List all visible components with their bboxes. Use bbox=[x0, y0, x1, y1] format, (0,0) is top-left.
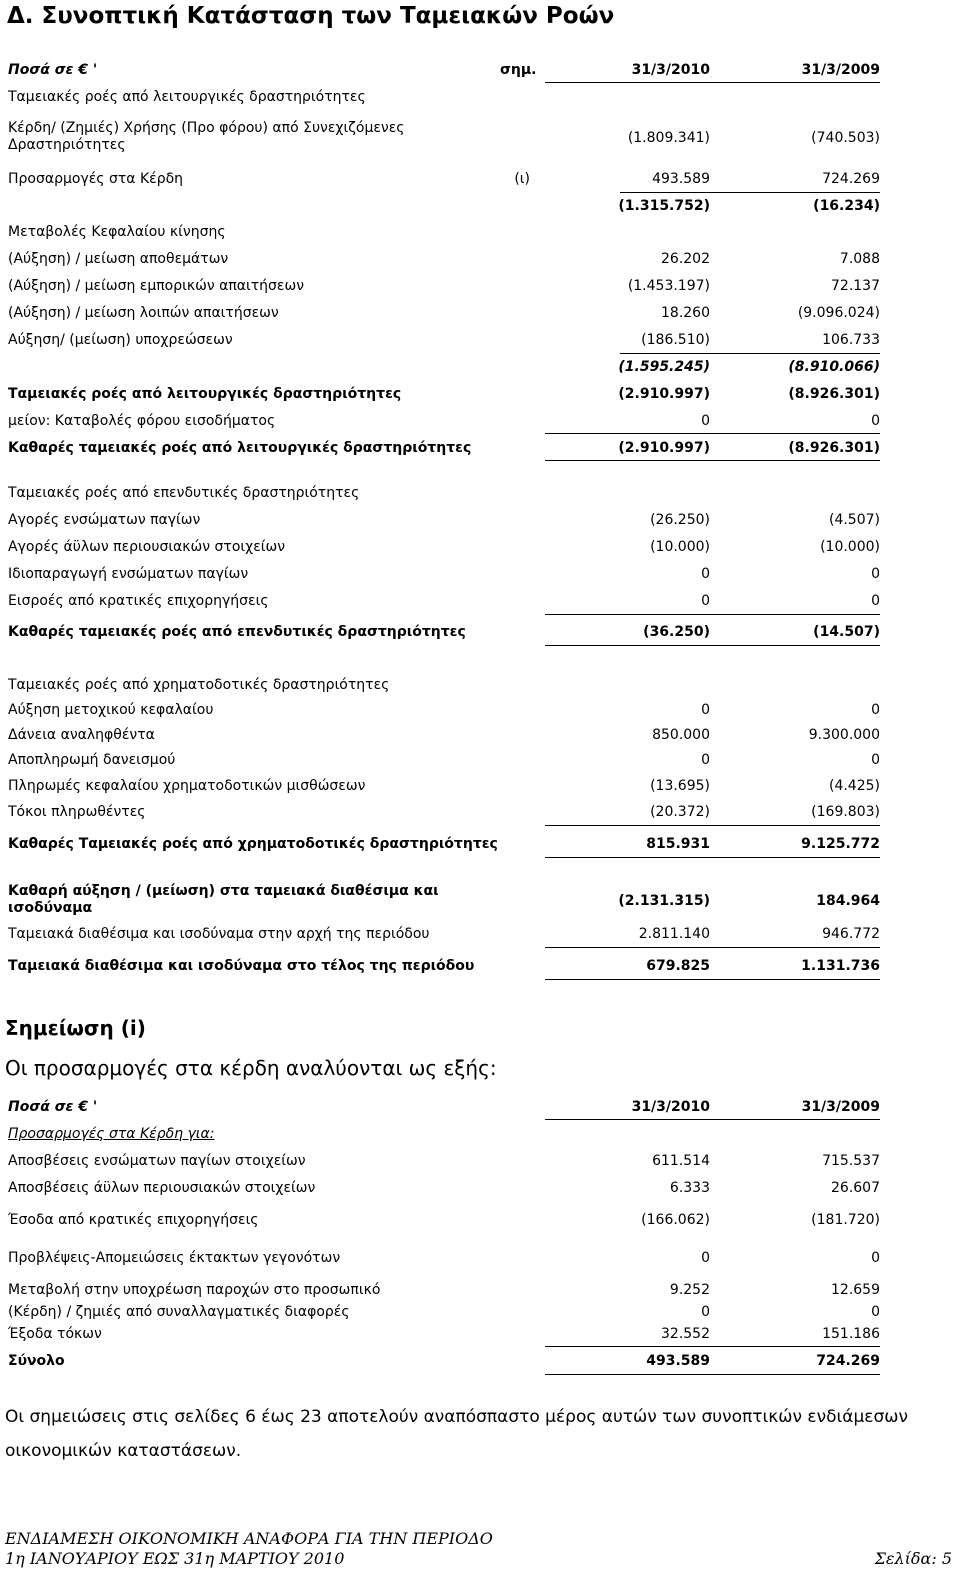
cell-2009: (4.507) bbox=[828, 512, 880, 528]
cell-2010: 611.514 bbox=[652, 1153, 710, 1169]
subtotal-rule bbox=[620, 192, 880, 193]
cell-2009: 0 bbox=[871, 413, 880, 429]
row-label: Αύξηση/ (μείωση) υποχρεώσεων bbox=[8, 332, 233, 348]
cell-2009: 9.300.000 bbox=[808, 727, 880, 743]
total-rule bbox=[545, 857, 880, 858]
cell-2009: (9.096.024) bbox=[797, 305, 880, 321]
investing-heading: Ταμειακές ροές από επενδυτικές δραστηριότητες bbox=[8, 485, 360, 501]
cell-2010: 6.333 bbox=[669, 1180, 710, 1196]
row-label: Προσαρμογές στα Κέρδη bbox=[8, 171, 184, 187]
note-ref: (ι) bbox=[514, 171, 530, 187]
cell-2009: 12.659 bbox=[831, 1282, 880, 1298]
row-label: Ταμειακά διαθέσιμα και ισοδύναμα στο τέλος της περιόδου bbox=[8, 958, 475, 974]
subtotal-rule bbox=[620, 353, 880, 354]
cell-2010: 18.260 bbox=[661, 305, 710, 321]
cell-2009: 1.131.736 bbox=[801, 958, 880, 974]
row-label: Έσοδα από κρατικές επιχορηγήσεις bbox=[8, 1212, 259, 1228]
cell-2010: (2.131.315) bbox=[618, 893, 710, 909]
cell-2010: (166.062) bbox=[641, 1212, 710, 1228]
row-label: (Αύξηση) / μείωση λοιπών απαιτήσεων bbox=[8, 305, 279, 321]
cell-2009: 184.964 bbox=[816, 893, 880, 909]
row-label: Αύξηση μετοχικού κεφαλαίου bbox=[8, 702, 214, 718]
cell-2010: 0 bbox=[701, 1304, 710, 1320]
cell-2009: 0 bbox=[871, 702, 880, 718]
row-label: Εισροές από κρατικές επιχορηγήσεις bbox=[8, 593, 269, 609]
cell-2009: 0 bbox=[871, 566, 880, 582]
cell-2009: 946.772 bbox=[822, 926, 880, 942]
cell-2010: 0 bbox=[701, 566, 710, 582]
cell-2010: (26.250) bbox=[650, 512, 710, 528]
row-label: Αγορές ενσώματων παγίων bbox=[8, 512, 201, 528]
cell-2009: (8.910.066) bbox=[788, 359, 880, 375]
row-label: Αγορές άϋλων περιουσιακών στοιχείων bbox=[8, 539, 286, 555]
row-label: Προβλέψεις-Απομειώσεις έκτακτων γεγονότων bbox=[8, 1250, 341, 1266]
note-subtitle: Οι προσαρμογές στα κέρδη αναλύονται ως εξής: bbox=[5, 1056, 497, 1080]
cell-2010: (10.000) bbox=[650, 539, 710, 555]
cell-2009: 0 bbox=[871, 1304, 880, 1320]
cell-2009: (14.507) bbox=[813, 624, 880, 640]
cell-2009: (181.720) bbox=[811, 1212, 880, 1228]
cell-2010: 0 bbox=[701, 752, 710, 768]
row-label: Καθαρές Ταμειακές ροές από χρηματοδοτικές δραστηριότητες bbox=[8, 836, 498, 852]
row-label: Ιδιοπαραγωγή ενσώματων παγίων bbox=[8, 566, 249, 582]
cell-2010: 679.825 bbox=[646, 958, 710, 974]
row-label: Καθαρή αύξηση / (μείωση) στα ταμειακά διαθέσιμα και ισοδύναμα bbox=[8, 883, 439, 916]
row-label: Καθαρές ταμειακές ροές από λειτουργικές δραστηριότητες bbox=[8, 440, 472, 456]
currency-label: Ποσά σε € ' bbox=[8, 62, 98, 78]
cell-2010: (20.372) bbox=[650, 804, 710, 820]
cell-2010: 493.589 bbox=[652, 171, 710, 187]
cell-2009: 7.088 bbox=[839, 251, 880, 267]
cell-2009: (169.803) bbox=[811, 804, 880, 820]
cell-2010: (2.910.997) bbox=[618, 386, 710, 402]
cell-2009: (8.926.301) bbox=[788, 440, 880, 456]
total-rule bbox=[545, 979, 880, 980]
cell-2010: 0 bbox=[701, 413, 710, 429]
currency-label: Ποσά σε € ' bbox=[8, 1099, 98, 1115]
row-label: Έξοδα τόκων bbox=[8, 1326, 102, 1342]
cell-2009: 9.125.772 bbox=[801, 836, 880, 852]
cell-2010: 0 bbox=[701, 593, 710, 609]
footer-line-2: 1η ΙΑΝΟΥΑΡΙΟΥ ΕΩΣ 31η ΜΑΡΤΙΟΥ 2010 bbox=[5, 1549, 345, 1568]
row-label: Τόκοι πληρωθέντες bbox=[8, 804, 146, 820]
cell-2010: 850.000 bbox=[652, 727, 710, 743]
cell-2010: 26.202 bbox=[661, 251, 710, 267]
cell-2009: 72.137 bbox=[831, 278, 880, 294]
financing-heading: Ταμειακές ροές από χρηματοδοτικές δραστηριότητες bbox=[8, 677, 390, 693]
column-2009-header: 31/3/2009 bbox=[801, 62, 880, 78]
total-rule bbox=[545, 947, 880, 948]
page-title: Δ. Συνοπτική Κατάσταση των Ταμειακών Ροών bbox=[7, 3, 615, 29]
cell-2010: 815.931 bbox=[646, 836, 710, 852]
total-rule bbox=[545, 433, 880, 434]
profit-label: Κέρδη/ (Ζημιές) Χρήσης (Προ φόρου) από Συνεχιζόμενες Δραστηριότητες bbox=[8, 120, 405, 153]
cell-2009: (10.000) bbox=[820, 539, 880, 555]
column-2010-header: 31/3/2010 bbox=[631, 62, 710, 78]
cell-2010: 0 bbox=[701, 702, 710, 718]
cell-2010: (1.809.341) bbox=[627, 130, 710, 146]
cell-2009: 0 bbox=[871, 752, 880, 768]
total-rule bbox=[545, 614, 880, 615]
cell-2009: 26.607 bbox=[831, 1180, 880, 1196]
operating-heading: Ταμειακές ροές από λειτουργικές δραστηριότητες bbox=[8, 89, 366, 105]
row-label: (Αύξηση) / μείωση εμπορικών απαιτήσεων bbox=[8, 278, 305, 294]
cell-2010: (186.510) bbox=[641, 332, 710, 348]
cell-2009: 715.537 bbox=[822, 1153, 880, 1169]
cell-2010: (1.453.197) bbox=[627, 278, 710, 294]
cell-2009: (16.234) bbox=[813, 198, 880, 214]
row-label: μείον: Καταβολές φόρου εισοδήματος bbox=[8, 413, 276, 429]
column-2010-header: 31/3/2010 bbox=[631, 1099, 710, 1115]
row-label: (Αύξηση) / μείωση αποθεμάτων bbox=[8, 251, 229, 267]
row-label: Δάνεια αναληφθέντα bbox=[8, 727, 155, 743]
row-label: Ταμειακά διαθέσιμα και ισοδύναμα στην αρχή της περιόδου bbox=[8, 926, 430, 942]
cell-2010: 0 bbox=[701, 1250, 710, 1266]
cell-2010: (13.695) bbox=[650, 778, 710, 794]
column-2009-header: 31/3/2009 bbox=[801, 1099, 880, 1115]
cell-2009: 106.733 bbox=[822, 332, 880, 348]
cell-2009: (740.503) bbox=[811, 130, 880, 146]
row-label: Πληρωμές κεφαλαίου χρηματοδοτικών μισθώσεων bbox=[8, 778, 366, 794]
total-rule bbox=[545, 645, 880, 646]
row-label: Μεταβολή στην υποχρέωση παροχών στο προσωπικό bbox=[8, 1282, 381, 1298]
cell-2010: (1.595.245) bbox=[618, 359, 710, 375]
cell-2009: 151.186 bbox=[822, 1326, 880, 1342]
cell-2010: 9.252 bbox=[669, 1282, 710, 1298]
total-rule bbox=[545, 1346, 880, 1347]
total-rule bbox=[545, 825, 880, 826]
note-title: Σημείωση (i) bbox=[5, 1016, 146, 1040]
page-number: Σελίδα: 5 bbox=[874, 1549, 952, 1568]
disclaimer-line-1: Οι σημειώσεις στις σελίδες 6 έως 23 αποτελούν αναπόσπαστο μέρος αυτών των συνοπτικών ενδιάμεσων bbox=[5, 1407, 908, 1427]
row-label: Καθαρές ταμειακές ροές από επενδυτικές δραστηριότητες bbox=[8, 624, 466, 640]
working-capital-heading: Μεταβολές Κεφαλαίου κίνησης bbox=[8, 224, 226, 240]
row-label: Αποσβέσεις ενσώματων παγίων στοιχείων bbox=[8, 1153, 306, 1169]
footer-line-1: ΕΝΔΙΑΜΕΣΗ ΟΙΚΟΝΟΜΙΚΗ ΑΝΑΦΟΡΑ ΓΙΑ ΤΗΝ ΠΕΡΙΟΔΟ bbox=[5, 1529, 493, 1548]
row-label: (Κέρδη) / ζημιές από συναλλαγματικές διαφορές bbox=[8, 1304, 350, 1320]
cell-2009: 724.269 bbox=[816, 1353, 880, 1369]
cell-2010: 32.552 bbox=[661, 1326, 710, 1342]
cell-2009: 0 bbox=[871, 1250, 880, 1266]
cell-2010: (36.250) bbox=[643, 624, 710, 640]
header-rule bbox=[545, 1119, 880, 1120]
row-label: Αποσβέσεις άϋλων περιουσιακών στοιχείων bbox=[8, 1180, 316, 1196]
cell-2009: (4.425) bbox=[828, 778, 880, 794]
cell-2009: 0 bbox=[871, 593, 880, 609]
cell-2010: 2.811.140 bbox=[638, 926, 710, 942]
total-rule bbox=[545, 460, 880, 461]
disclaimer-line-2: οικονομικών καταστάσεων. bbox=[5, 1441, 242, 1461]
total-rule bbox=[545, 1374, 880, 1375]
cell-2009: (8.926.301) bbox=[788, 386, 880, 402]
header-rule bbox=[545, 82, 880, 83]
cell-2010: (1.315.752) bbox=[618, 198, 710, 214]
row-label: Ταμειακές ροές από λειτουργικές δραστηριότητες bbox=[8, 386, 402, 402]
row-label: Αποπληρωμή δανεισμού bbox=[8, 752, 176, 768]
row-label: Σύνολο bbox=[8, 1353, 65, 1369]
cell-2009: 724.269 bbox=[822, 171, 880, 187]
cell-2010: (2.910.997) bbox=[618, 440, 710, 456]
note-column-header: σημ. bbox=[500, 62, 537, 78]
cell-2010: 493.589 bbox=[646, 1353, 710, 1369]
adjustments-heading: Προσαρμογές στα Κέρδη για: bbox=[8, 1126, 215, 1142]
